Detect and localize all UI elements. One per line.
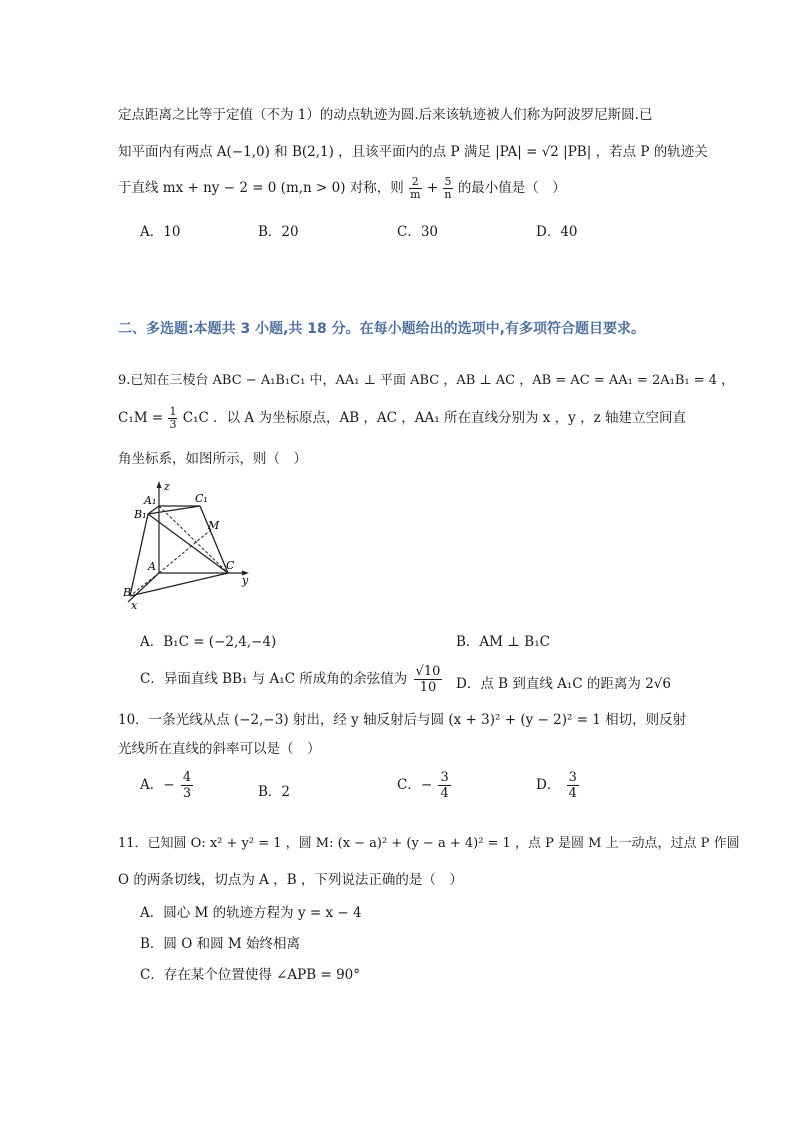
q9-option-a: A．B₁C = (−2,4,−4) xyxy=(140,634,277,650)
label-b: B xyxy=(123,586,132,599)
edge-b1-c1 xyxy=(148,506,200,514)
q10-option-d xyxy=(536,770,581,801)
label-m: M xyxy=(208,519,220,532)
edge-a1-c xyxy=(159,506,228,573)
q8-plus: + xyxy=(426,180,439,196)
q10-option-c xyxy=(397,770,453,801)
q9-frustum-figure xyxy=(118,478,268,610)
q9-line3: 角坐标系，如图所示，则（ ） xyxy=(118,451,307,467)
label-x: x xyxy=(131,599,138,610)
q9-line1: 9.已知在三棱台 ABC − A₁B₁C₁ 中，AA₁ ⊥ 平面 ABC ，AB ⊥ AC ，AB = AC = AA₁ = 2A₁B₁ = 4 ， xyxy=(118,373,735,388)
section-heading: 二、多选题:本题共 3 小题,共 18 分。在每小题给出的选项中,有多项符合题目要求。 xyxy=(118,321,645,337)
q9-line2 xyxy=(118,406,686,431)
z-axis-arrow xyxy=(157,481,162,488)
q9-option-c-text: C．异面直线 BB₁ 与 A₁C 所成角的余弦值为 xyxy=(140,671,408,687)
q10-line2: 光线所在直线的斜率可以是（ ） xyxy=(118,741,321,757)
q9-line2-text-b: C₁C ．以 A 为坐标原点，AB ，AC ，AA₁ 所在直线分别为 x ，y ，z 轴建立空间直 xyxy=(182,410,687,426)
q8-line3-text-b: 的最小值是（ ） xyxy=(457,180,566,196)
q8-line3-text-a: 于直线 mx + ny − 2 = 0 (m,n > 0) 对称，则 xyxy=(118,180,404,196)
q9-option-c xyxy=(140,664,444,695)
q11-line1: 11．已知圆 O: x² + y² = 1 ，圆 M: (x − a)² + (y − a + 4)² = 1 ，点 P 是圆 M 上一动点，过点 P 作圆 xyxy=(118,836,740,851)
q11-option-a: A．圆心 M 的轨迹方程为 y = x − 4 xyxy=(140,905,362,921)
edge-a-m xyxy=(159,528,213,573)
q8-line3 xyxy=(118,176,566,201)
label-y: y xyxy=(242,574,249,587)
x-axis xyxy=(128,573,159,602)
q10-option-c-sign: C．− xyxy=(397,777,433,793)
q10-option-a-sign: A．− xyxy=(140,777,175,793)
label-a: A xyxy=(148,560,156,573)
q8-option-a: A．10 xyxy=(140,224,181,240)
q8-line2: 知平面内有两点 A(−1,0) 和 B(2,1) ，且该平面内的点 P 满足 |PA| = √2 |PB| ，若点 P 的轨迹关 xyxy=(118,144,708,160)
label-c: C xyxy=(226,559,235,572)
q11-option-c: C．存在某个位置使得 ∠APB = 90° xyxy=(140,967,361,983)
label-a1: A₁ xyxy=(144,494,157,507)
q9-option-c-fraction: $\frac{√10}{10}$ xyxy=(415,664,441,695)
q9-option-b: B．AM ⊥ B₁C xyxy=(456,634,550,650)
q10-line1: 10．一条光线从点 (−2,−3) 射出，经 y 轴反射后与圆 (x + 3)² + (y − 2)² = 1 相切，则反射 xyxy=(118,712,687,728)
q8-line1: 定点距离之比等于定值（不为 1）的动点轨迹为圆.后来该轨迹被人们称为阿波罗尼斯圆.已 xyxy=(118,107,653,123)
q11-option-b: B．圆 O 和圆 M 始终相离 xyxy=(140,936,300,952)
q10-option-d-fraction: $\frac{3}{4}$ xyxy=(568,770,577,801)
q11-line2: O 的两条切线，切点为 A ，B ，下列说法正确的是（ ） xyxy=(118,872,463,888)
q10-option-c-fraction: $\frac{3}{4}$ xyxy=(440,770,449,801)
q10-option-b: B．2 xyxy=(258,784,291,800)
q8-option-c: C．30 xyxy=(397,224,439,240)
q8-fraction-2-over-m: $\frac{2}{m}$ xyxy=(410,175,421,201)
q10-option-a xyxy=(140,770,195,801)
q8-option-d: D．40 xyxy=(536,224,578,240)
q10-option-a-fraction: $\frac{4}{3}$ xyxy=(182,770,192,801)
q10-option-d-label: D． xyxy=(536,777,561,793)
label-b1: B₁ xyxy=(134,508,147,521)
edge-b-c xyxy=(130,573,228,596)
q8-fraction-5-over-n: $\frac{5}{n}$ xyxy=(444,175,452,201)
label-c1: C₁ xyxy=(195,492,208,505)
q9-fraction-one-third: $\frac{1}{3}$ xyxy=(169,405,177,431)
label-z: z xyxy=(164,480,170,493)
q9-line2-text-a: C₁M = xyxy=(118,410,164,426)
q8-option-b: B．20 xyxy=(258,224,299,240)
q9-option-d: D．点 B 到直线 A₁C 的距离为 2√6 xyxy=(456,676,671,692)
